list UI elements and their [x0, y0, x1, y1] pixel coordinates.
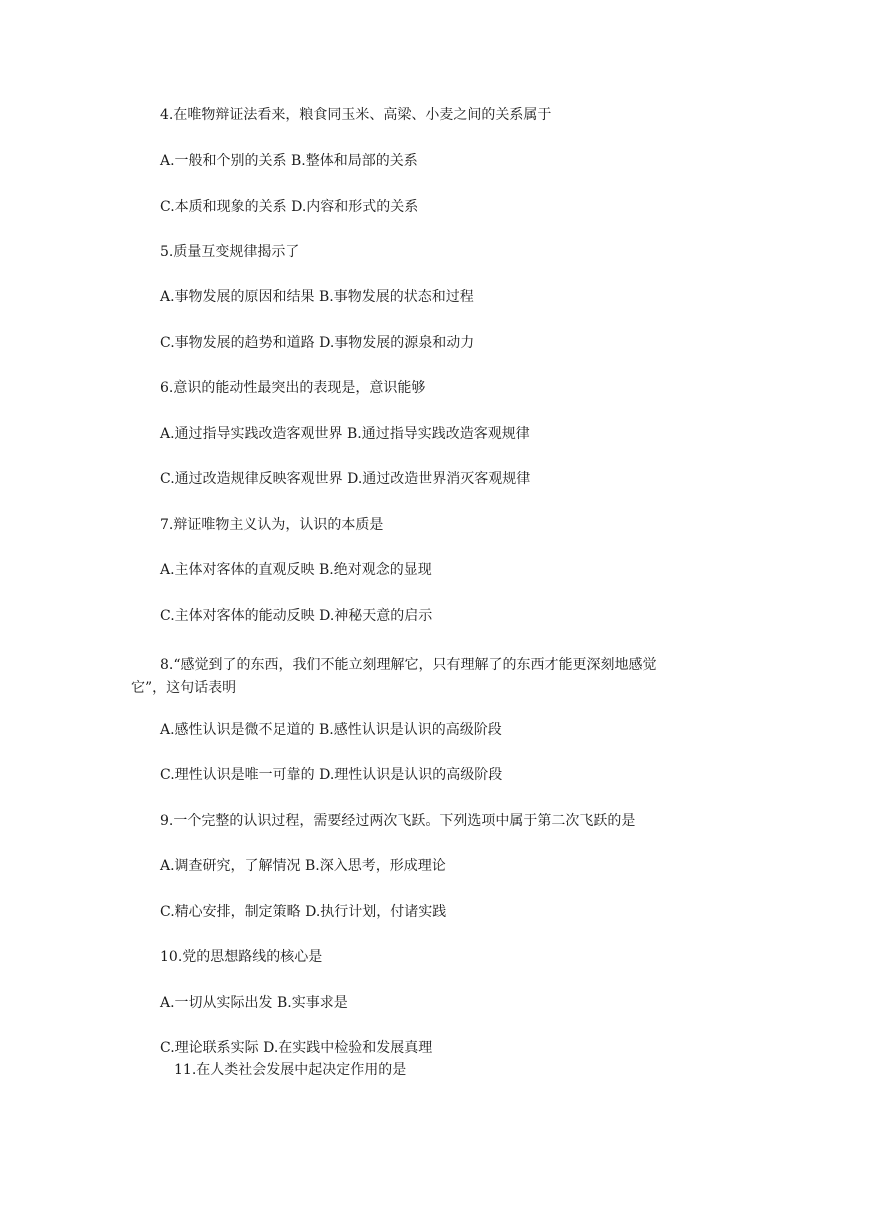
question-8-options-ab: A.感性认识是微不足道的 B.感性认识是认识的高级阶段	[160, 722, 502, 738]
question-6-options-ab: A.通过指导实践改造客观世界 B.通过指导实践改造客观规律	[160, 426, 530, 442]
question-5-options-cd: C.事物发展的趋势和道路 D.事物发展的源泉和动力	[160, 335, 475, 351]
question-8-options-cd: C.理性认识是唯一可靠的 D.理性认识是认识的高级阶段	[160, 767, 503, 783]
question-7-options-ab: A.主体对客体的直观反映 B.绝对观念的显现	[160, 562, 432, 578]
question-6-stem: 6.意识的能动性最突出的表现是，意识能够	[160, 380, 426, 396]
question-5-options-ab: A.事物发展的原因和结果 B.事物发展的状态和过程	[160, 289, 474, 305]
question-4-options-ab: A.一般和个别的关系 B.整体和局部的关系	[160, 153, 418, 169]
question-7-options-cd: C.主体对客体的能动反映 D.神秘天意的启示	[160, 608, 433, 624]
question-4-options-cd: C.本质和现象的关系 D.内容和形式的关系	[160, 199, 419, 215]
question-9-stem: 9.一个完整的认识过程，需要经过两次飞跃。下列选项中属于第二次飞跃的是	[160, 813, 636, 829]
question-4-stem: 4.在唯物辩证法看来，粮食同玉米、高梁、小麦之间的关系属于	[160, 107, 552, 123]
question-5-stem: 5.质量互变规律揭示了	[160, 244, 300, 260]
question-7-stem: 7.辩证唯物主义认为，认识的本质是	[160, 517, 384, 533]
question-11-stem: 11.在人类社会发展中起决定作用的是	[174, 1062, 407, 1078]
question-8-stem: 8.“感觉到了的东西，我们不能立刻理解它，只有理解了的东西才能更深刻地感觉它”，这句话表明	[131, 657, 657, 696]
question-10-options-ab: A.一切从实际出发 B.实事求是	[160, 995, 348, 1011]
question-9-options-ab: A.调查研究，了解情况 B.深入思考，形成理论	[160, 858, 446, 874]
question-10-stem: 10.党的思想路线的核心是	[160, 949, 323, 965]
question-6-options-cd: C.通过改造规律反映客观世界 D.通过改造世界消灭客观规律	[160, 471, 531, 487]
question-10-options-cd: C.理论联系实际 D.在实践中检验和发展真理	[160, 1040, 433, 1056]
question-9-options-cd: C.精心安排，制定策略 D.执行计划，付诸实践	[160, 904, 447, 920]
